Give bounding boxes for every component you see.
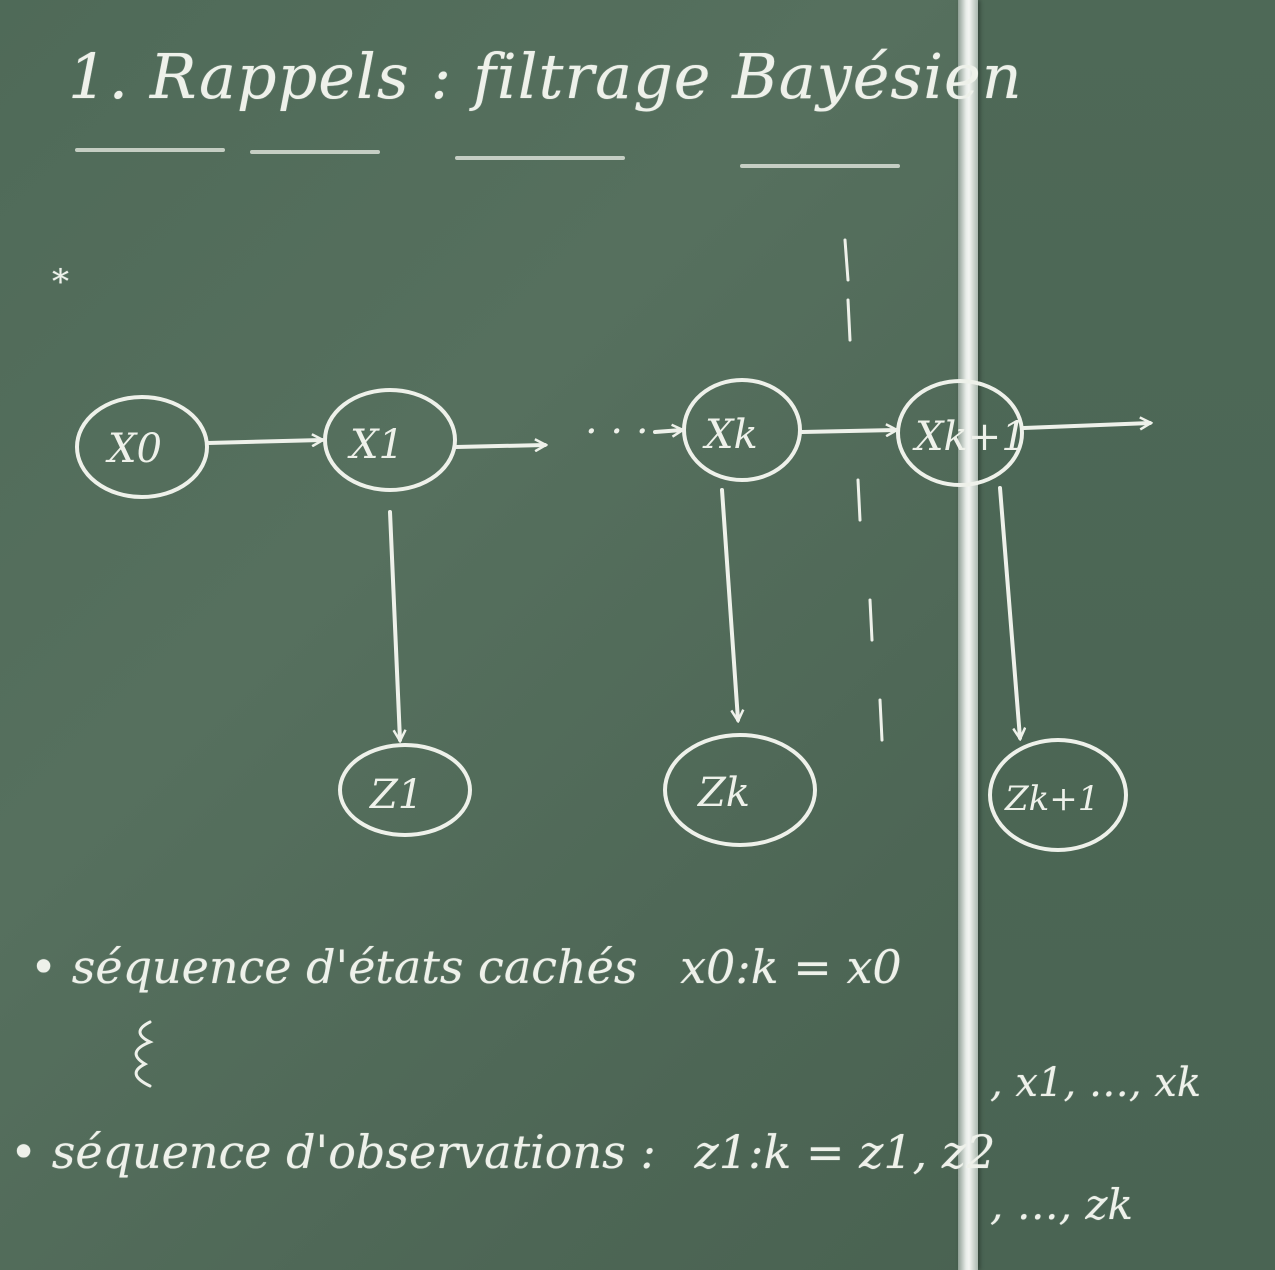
node-x0-label: X0	[108, 426, 162, 472]
curly-bracket	[136, 1022, 150, 1086]
node-z1-label: Z1	[370, 772, 424, 818]
dashed-separator	[845, 240, 882, 740]
hidden-states-label: • séquence d'états cachés	[30, 940, 638, 994]
edge-xk-xk1	[802, 430, 896, 432]
edge-xk1-next	[1024, 423, 1150, 428]
observations-formula-continued: , …, zk	[990, 1180, 1133, 1229]
hidden-states-formula: x0:k = x0	[680, 940, 902, 994]
board-title: 1. Rappels : filtrage Bayésien	[68, 40, 1023, 113]
observations-label: • séquence d'observations :	[10, 1125, 656, 1179]
node-xk-label: Xk	[705, 412, 758, 458]
star-mark: *	[52, 262, 69, 302]
edge-x1-z1	[390, 512, 400, 740]
observations-formula: z1:k = z1, z2	[694, 1125, 996, 1179]
node-x1-label: X1	[350, 422, 404, 468]
dots-label: · · ·	[585, 409, 649, 455]
edge-x0-x1	[208, 440, 322, 443]
node-zk1-label: Zk+1	[1005, 779, 1100, 819]
edge-prev-xk	[655, 430, 682, 432]
edge-x1-next	[456, 445, 545, 447]
node-xk1-label: Xk+1	[915, 414, 1027, 460]
edge-xk-zk	[722, 490, 738, 720]
edge-xk1-zk1	[1000, 488, 1020, 738]
hidden-states-line	[30, 940, 902, 994]
hidden-states-formula-continued: , x1, …, xk	[990, 1060, 1202, 1106]
observations-line	[10, 1125, 995, 1179]
node-zk-label: Zk	[698, 770, 751, 816]
